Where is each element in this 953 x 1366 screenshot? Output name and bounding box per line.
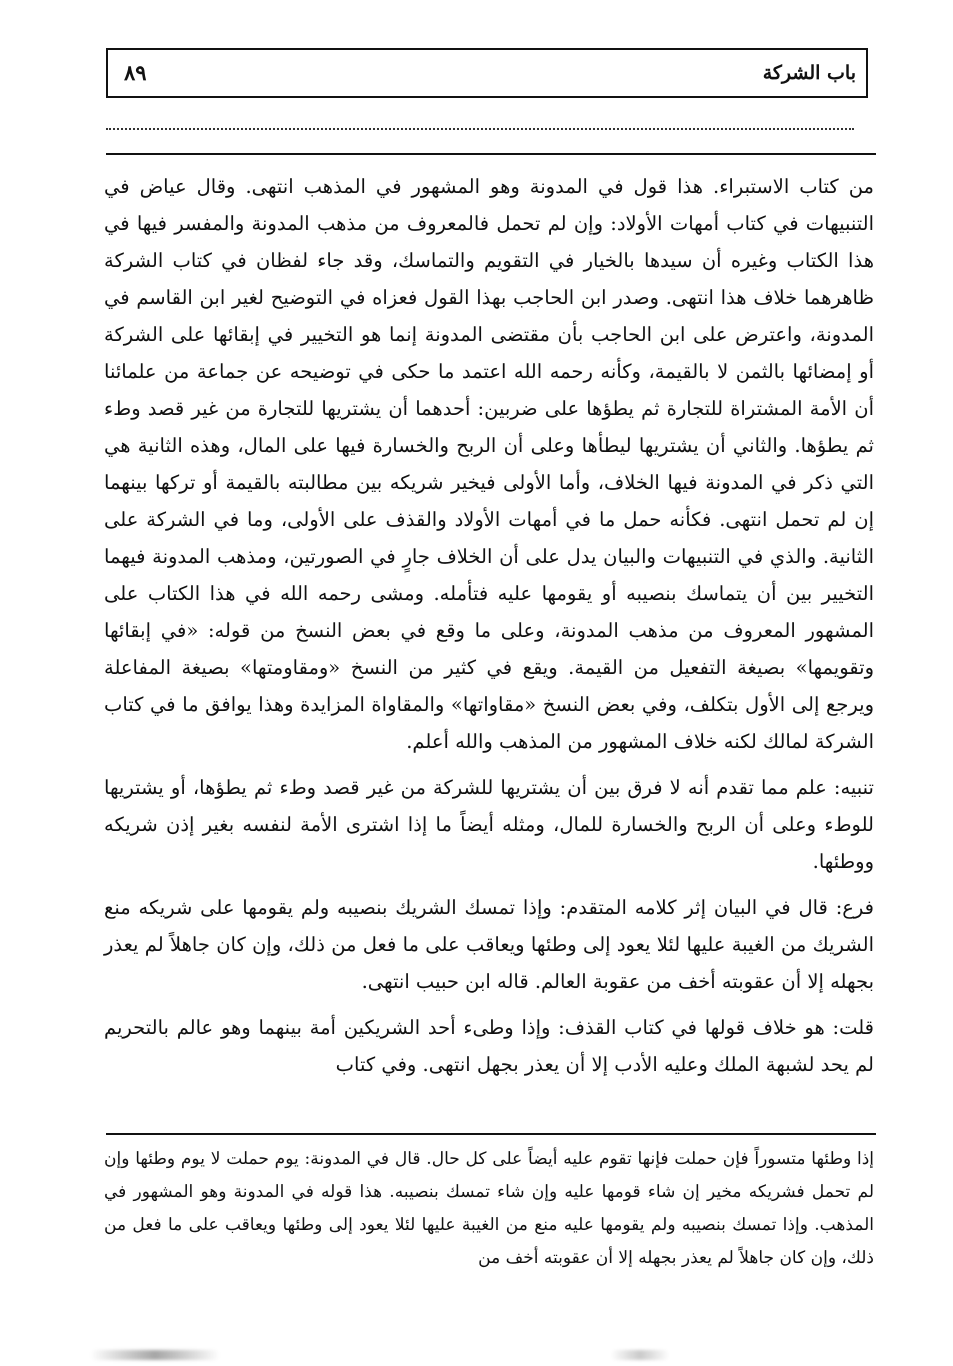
dotted-divider xyxy=(106,128,854,130)
footnote-text: إذا وطئها متسوراً فإن حملت فإنها تقوم عليه أيضاً على كل حال. قال في المدونة: يوم حملت لا يوم وطئها وإن لم تحمل فشريكه مخير إن شاء قومها عليه وإن شاء تمسك بنصيبه. هذا قوله في المدونة وهو المشهور في المذهب. وإذا تمسك بنصيبه ولم يقومها عليه منع من الغيبة عليها لئلا يعود إلى وطئها ويعاقب على ما فعل من ذلك، وإن كان جاهلاً لم يعذر بجهله إلا أن عقوبته أخف من xyxy=(104,1149,874,1268)
paragraph-3-far: فرع: قال في البيان إثر كلامه المتقدم: وإذا تمسك الشريك بنصيبه ولم يقومها على شريكه منع الشريك من الغيبة عليها لئلا يعود إلى وطئها ويعاقب على ما فعل من ذلك، وإن كان جاهلاً لم يعذر بجهله إلا أن عقوبته أخف من عقوبة العالم. قاله ابن حبيب انتهى. xyxy=(104,896,874,993)
chapter-title: باب الشركة xyxy=(762,62,856,84)
page-number: ٨٩ xyxy=(124,60,147,85)
scan-artifact xyxy=(90,1350,220,1360)
paragraph-4-qultu: قلت: هو خلاف قولها في كتاب القذف: وإذا وطىء أحد الشريكين أمة بينهما وهو عالم بالتحريم لم يحد لشبهة الملك وعليه الأدب إلا أن يعذر بجهل انتهى. وفي كتاب xyxy=(104,1016,874,1076)
footnote-rule xyxy=(106,1133,876,1135)
paragraph-2-tanbih: تنبيه: علم مما تقدم أنه لا فرق بين أن يشتريها للشركة من غير قصد وطء ثم يطؤها، أو يشتريها للوطء وعلى أن الربح والخسارة للمال، ومثله أيضاً ما إذا اشترى الأمة لنفسه بغير إذن شريكه ووطئها. xyxy=(104,776,874,873)
main-text-block xyxy=(104,168,874,1130)
paragraph-1: من كتاب الاستبراء. هذا قول في المدونة وهو المشهور في المذهب انتهى. وقال عياض في التنبيهات في كتاب أمهات الأولاد: وإن لم تحمل فالمعروف من مذهب المدونة والمفسر فيها في هذا الكتاب وغيره أن سيدها بالخيار في التقويم والتماسك، وقد جاء لفظان في كتاب الشركة ظاهرهما خلاف هذا انتهى. وصدر ابن الحاجب بهذا القول فعزاه في التوضيح لغير ابن القاسم في المدونة، واعترض على ابن الحاجب بأن مقتضى المدونة إنما هو التخيير في إبقائها على الشركة أو إمضائها بالثمن لا بالقيمة، وكأنه رحمه الله اعتمد ما حكى في توضيحه عن جماعة من علمائنا أن الأمة المشتراة للتجارة ثم يطؤها على ضربين: أحدهما أن يشتريها للتجارة من غير قصد وطء ثم يطؤها. والثاني أن يشتريها ليطأها وعلى أن الربح والخسارة فيها على المال، وهذه الثانية هي التي ذكر في المدونة فيها الخلاف، وأما الأولى فيخير شريكه بين مطالبته بالقيمة أو تركها بينهما إن لم تحمل انتهى. فكأنه حمل ما في أمهات الأولاد والقذف على الأولى، وما في الشركة على الثانية. والذي في التنبيهات والبيان يدل على أن الخلاف جارٍ في الصورتين، ومذهب المدونة فيهما التخيير بين أن يتماسك بنصيبه أو يقومها عليه فتأمله. ومشى رحمه الله في هذا الكتاب على المشهور المعروف من مذهب المدونة، وعلى ما وقع في بعض النسخ من قوله: «في إبقائها وتقويمها» بصيغة التفعيل من القيمة. ويقع في كثير من النسخ «ومقاومتها» بصيغة المفاعلة ويرجع إلى الأول بتكلف، وفي بعض النسخ «مقاواتها» والمقاواة المزايدة وهذا يوافق ما في كتاب الشركة لمالك لكنه خلاف المشهور من المذهب والله أعلم. xyxy=(104,175,874,753)
footnote-block xyxy=(104,1143,874,1313)
page-header xyxy=(106,48,868,98)
header-rule xyxy=(106,153,876,155)
scan-artifact xyxy=(610,1350,670,1360)
